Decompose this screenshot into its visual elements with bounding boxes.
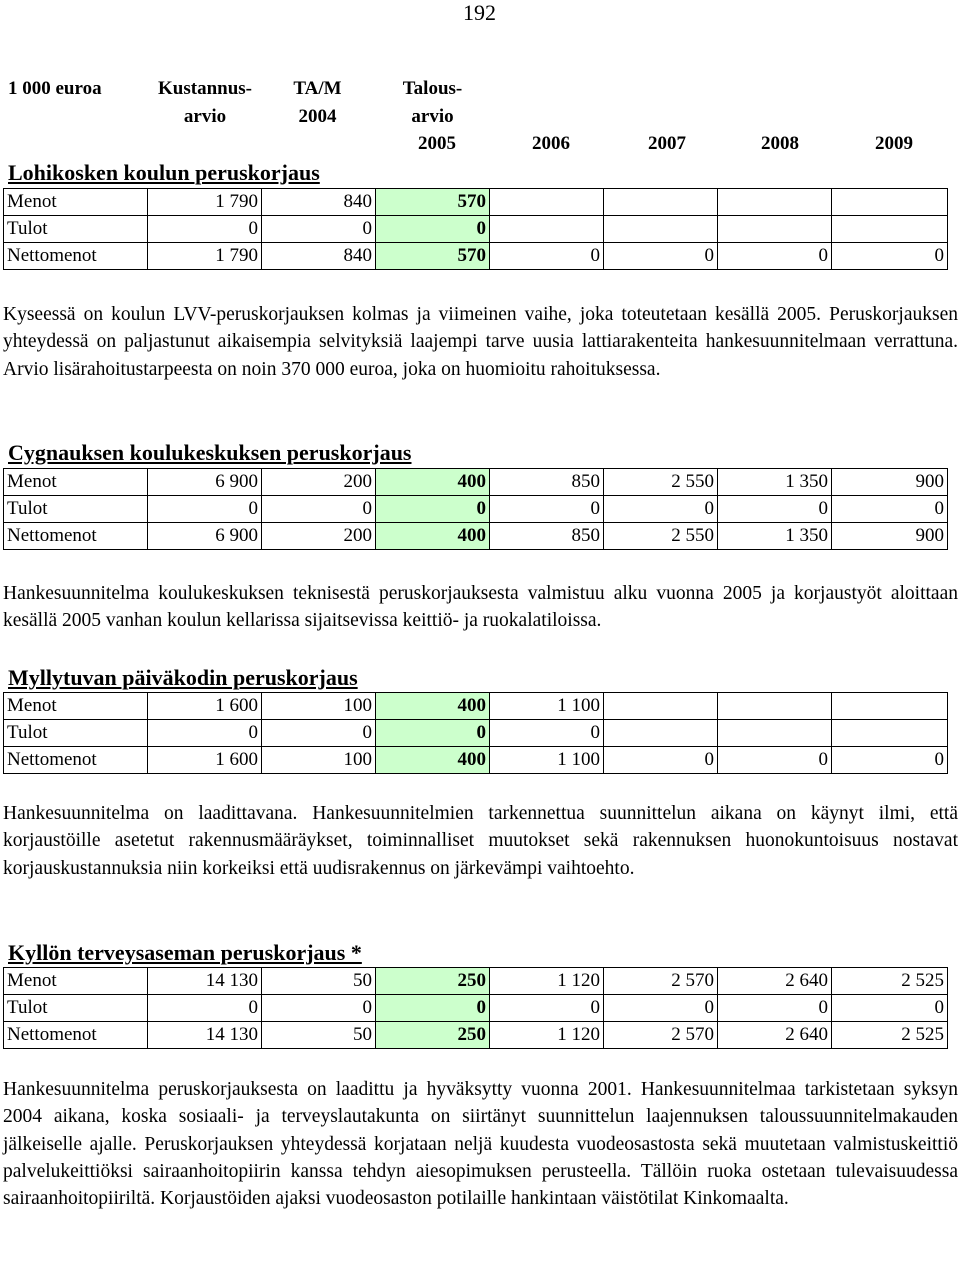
cell-2007: 2 570 xyxy=(604,1022,718,1049)
cell-2008 xyxy=(718,189,832,216)
cell-2005: 400 xyxy=(376,693,490,720)
cell-2005: 400 xyxy=(376,747,490,774)
row-label: Menot xyxy=(4,469,148,496)
budget-table-lohikoski xyxy=(3,188,948,270)
cell-budget-2004: 0 xyxy=(262,216,376,243)
cell-2007: 2 550 xyxy=(604,523,718,550)
cell-2007 xyxy=(604,189,718,216)
cell-cost-estimate: 0 xyxy=(148,995,262,1022)
cell-2005: 0 xyxy=(376,720,490,747)
cell-2008: 0 xyxy=(718,243,832,270)
table-row xyxy=(4,720,948,747)
section-description-kyllo: Hankesuunnitelma peruskorjauksesta on laadittu ja hyväksytty vuonna 2001. Hankesuunnitelmaa tarkistetaan syksyn 2004 aikana, koska sosiaali- ja terveyslautakunta on siirtänyt suunnittelun laajennuksen taloussuunnitelmakauden jälkeiselle ajalle. Peruskorjauksen yhteydessä korjataan neljä kuudesta vuodeosastosta sekä muutetaan valmistuskeittiö palvelukeittiöksi sairaanhoitopiirin kanssa tehdyn aiesopimuksen perusteella. Tällöin ruoka ostetaan tulevaisuudessa sairaanhoitopiiriltä. Korjaustöiden ajaksi vuodeosaston potilaille hankintaan väistötilat Kinkomaalta. xyxy=(3,1079,958,1210)
cell-budget-2004: 0 xyxy=(262,995,376,1022)
cell-2007: 0 xyxy=(604,747,718,774)
table-row xyxy=(4,469,948,496)
row-label: Menot xyxy=(4,189,148,216)
cell-budget-2004: 840 xyxy=(262,243,376,270)
header-year-2007: 2007 xyxy=(648,133,686,154)
section-description-cygnaeus: Hankesuunnitelma koulukeskuksen teknisestä peruskorjauksesta valmistuu alku vuonna 2005 ja korjaustyöt aloittaan kesällä 2005 vanhan koulun kellarissa sijaitsevissa keittiö- ja ruokalatiloissa. xyxy=(3,583,958,632)
cell-2009: 900 xyxy=(832,469,948,496)
header-financial-plan-line1: Talous- xyxy=(402,78,463,99)
table-row xyxy=(4,243,948,270)
row-label: Menot xyxy=(4,693,148,720)
cell-cost-estimate: 6 900 xyxy=(148,469,262,496)
header-budget-line1: TA/M xyxy=(293,78,342,99)
section-description-myllytupa: Hankesuunnitelma on laadittavana. Hankesuunnitelmien tarkennettua suunnittelun aikana on käynyt ilmi, että korjaustöille asetetut rakennusmääräykset, toiminnalliset muutokset sekä rakennuksen huonokuntoisuus nostavat korjauskustannuksia niin korkeiksi että uudisrakennus on järkevämpi vaihtoehto. xyxy=(3,803,958,879)
cell-2008: 2 640 xyxy=(718,968,832,995)
cell-2007 xyxy=(604,720,718,747)
cell-2008: 2 640 xyxy=(718,1022,832,1049)
cell-2005: 570 xyxy=(376,243,490,270)
cell-cost-estimate: 6 900 xyxy=(148,523,262,550)
row-label: Tulot xyxy=(4,216,148,243)
cell-2006: 1 100 xyxy=(490,747,604,774)
cell-2007 xyxy=(604,216,718,243)
cell-2005: 0 xyxy=(376,496,490,523)
cell-2006: 1 120 xyxy=(490,968,604,995)
section-title-lohikoski: Lohikosken koulun peruskorjaus xyxy=(8,160,320,185)
cell-2007: 0 xyxy=(604,496,718,523)
row-label: Tulot xyxy=(4,496,148,523)
table-row xyxy=(4,995,948,1022)
cell-2009: 0 xyxy=(832,747,948,774)
cell-2009 xyxy=(832,693,948,720)
cell-2009: 900 xyxy=(832,523,948,550)
cell-cost-estimate: 14 130 xyxy=(148,968,262,995)
cell-cost-estimate: 0 xyxy=(148,720,262,747)
header-year-2008: 2008 xyxy=(761,133,799,154)
cell-budget-2004: 50 xyxy=(262,1022,376,1049)
header-year-2009: 2009 xyxy=(875,133,913,154)
cell-2009 xyxy=(832,216,948,243)
header-financial-plan-line2: arvio xyxy=(411,106,454,127)
cell-2009: 2 525 xyxy=(832,968,948,995)
cell-2008: 0 xyxy=(718,747,832,774)
cell-2005: 400 xyxy=(376,469,490,496)
cell-cost-estimate: 0 xyxy=(148,216,262,243)
cell-2006: 0 xyxy=(490,995,604,1022)
cell-2007: 2 570 xyxy=(604,968,718,995)
cell-2006: 850 xyxy=(490,469,604,496)
budget-table-cygnaeus xyxy=(3,468,948,550)
cell-budget-2004: 200 xyxy=(262,523,376,550)
cell-cost-estimate: 1 600 xyxy=(148,693,262,720)
cell-2006: 0 xyxy=(490,243,604,270)
cell-2008 xyxy=(718,720,832,747)
page-number: 192 xyxy=(463,0,496,25)
cell-cost-estimate: 1 790 xyxy=(148,189,262,216)
row-label: Menot xyxy=(4,968,148,995)
cell-2009: 0 xyxy=(832,995,948,1022)
cell-2006 xyxy=(490,216,604,243)
header-cost-estimate-line1: Kustannus- xyxy=(158,78,252,99)
cell-2009: 2 525 xyxy=(832,1022,948,1049)
cell-2005: 250 xyxy=(376,968,490,995)
row-label: Tulot xyxy=(4,720,148,747)
cell-2008: 0 xyxy=(718,995,832,1022)
table-row xyxy=(4,1022,948,1049)
cell-2006: 0 xyxy=(490,720,604,747)
cell-2005: 0 xyxy=(376,995,490,1022)
header-year-2005: 2005 xyxy=(418,133,456,154)
cell-2005: 250 xyxy=(376,1022,490,1049)
cell-2009: 0 xyxy=(832,496,948,523)
section-title-cygnaeus: Cygnauksen koulukeskuksen peruskorjaus xyxy=(8,440,412,465)
cell-budget-2004: 100 xyxy=(262,747,376,774)
cell-2006: 1 100 xyxy=(490,693,604,720)
cell-2009 xyxy=(832,189,948,216)
unit-label: 1 000 euroa xyxy=(8,78,102,99)
header-cost-estimate-line2: arvio xyxy=(183,106,227,127)
cell-budget-2004: 840 xyxy=(262,189,376,216)
cell-cost-estimate: 0 xyxy=(148,496,262,523)
row-label: Nettomenot xyxy=(4,747,148,774)
table-row xyxy=(4,216,948,243)
row-label: Tulot xyxy=(4,995,148,1022)
header-year-2006: 2006 xyxy=(532,133,570,154)
cell-cost-estimate: 14 130 xyxy=(148,1022,262,1049)
section-description-lohikoski: Kyseessä on koulun LVV-peruskorjauksen kolmas ja viimeinen vaihe, joka toteutetaan kesällä 2005. Peruskorjauksen yhteydessä on paljastunut aikaisempia selvityksiä laajempi tarve uusia lattiarakenteita hankesuunnitelmaan verrattuna. Arvio lisärahoitustarpeesta on noin 370 000 euroa, joka on huomioitu rahoituksessa. xyxy=(3,304,958,380)
cell-2007: 2 550 xyxy=(604,469,718,496)
cell-budget-2004: 0 xyxy=(262,720,376,747)
cell-2006 xyxy=(490,189,604,216)
cell-2008 xyxy=(718,693,832,720)
cell-2005: 570 xyxy=(376,189,490,216)
cell-2007: 0 xyxy=(604,995,718,1022)
cell-2005: 400 xyxy=(376,523,490,550)
section-title-kyllo: Kyllön terveysaseman peruskorjaus * xyxy=(8,940,362,965)
table-row xyxy=(4,693,948,720)
section-title-myllytupa: Myllytuvan päiväkodin peruskorjaus xyxy=(8,665,358,690)
cell-2006: 0 xyxy=(490,496,604,523)
row-label: Nettomenot xyxy=(4,1022,148,1049)
table-row xyxy=(4,496,948,523)
cell-2006: 850 xyxy=(490,523,604,550)
cell-2009: 0 xyxy=(832,243,948,270)
table-row xyxy=(4,747,948,774)
cell-2008 xyxy=(718,216,832,243)
cell-2005: 0 xyxy=(376,216,490,243)
budget-table-kyllo xyxy=(3,967,948,1049)
cell-2008: 1 350 xyxy=(718,469,832,496)
cell-2008: 1 350 xyxy=(718,523,832,550)
cell-2007: 0 xyxy=(604,243,718,270)
cell-budget-2004: 50 xyxy=(262,968,376,995)
table-row xyxy=(4,523,948,550)
table-row xyxy=(4,189,948,216)
table-row xyxy=(4,968,948,995)
cell-cost-estimate: 1 600 xyxy=(148,747,262,774)
header-budget-line2: 2004 xyxy=(298,106,337,127)
cell-budget-2004: 200 xyxy=(262,469,376,496)
cell-2006: 1 120 xyxy=(490,1022,604,1049)
row-label: Nettomenot xyxy=(4,523,148,550)
cell-2007 xyxy=(604,693,718,720)
cell-budget-2004: 0 xyxy=(262,496,376,523)
cell-2008: 0 xyxy=(718,496,832,523)
budget-table-myllytupa xyxy=(3,692,948,774)
cell-2009 xyxy=(832,720,948,747)
cell-budget-2004: 100 xyxy=(262,693,376,720)
cell-cost-estimate: 1 790 xyxy=(148,243,262,270)
row-label: Nettomenot xyxy=(4,243,148,270)
